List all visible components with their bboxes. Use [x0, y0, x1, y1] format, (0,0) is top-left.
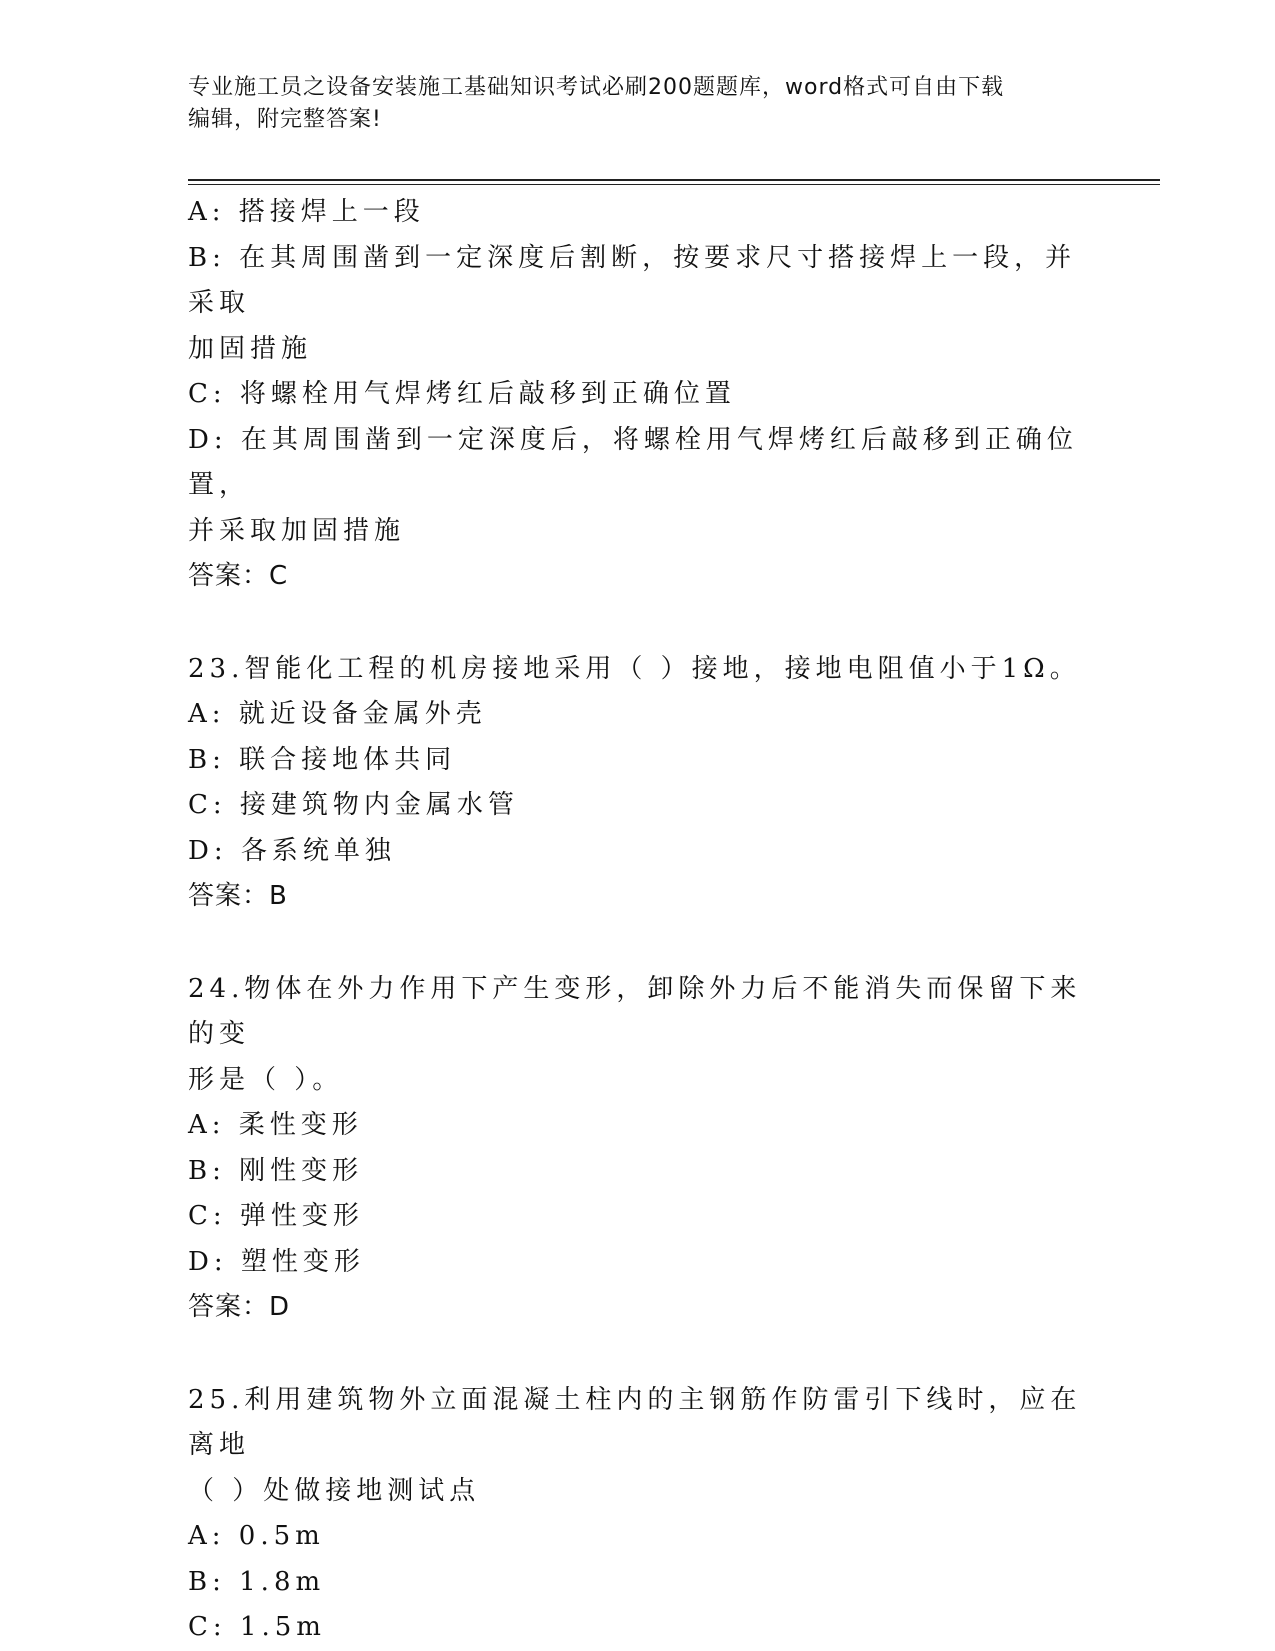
question-24: [188, 967, 1088, 1331]
header-divider: [188, 179, 1160, 181]
header-divider-secondary: [188, 184, 1160, 185]
option-d: D: 各系统单独: [188, 835, 396, 866]
question-stem-continued: （ ）处做接地测试点: [188, 1475, 481, 1506]
option-b: B: 在其周围凿到一定深度后割断，按要求尺寸搭接焊上一段，并采取: [188, 242, 1077, 318]
option-b: B: 刚性变形: [188, 1155, 364, 1186]
document-header: [188, 72, 1068, 136]
question-list: [188, 190, 1088, 1651]
option-d-continued: 并采取加固措施: [188, 515, 406, 546]
option-b-continued: 加固措施: [188, 333, 313, 364]
option-c: C: 1.5m: [188, 1612, 326, 1642]
option-c: C: 将螺栓用气焊烤红后敲移到正确位置: [188, 379, 736, 409]
option-a: A: 搭接焊上一段: [188, 197, 425, 227]
question-25: [188, 1378, 1088, 1651]
header-title-line-2: 编辑，附完整答案!: [188, 107, 382, 132]
option-a: A: 就近设备金属外壳: [188, 699, 487, 729]
question-stem-continued: 形是（ ）。: [188, 1064, 344, 1095]
option-a: A: 柔性变形: [188, 1110, 363, 1140]
option-c: C: 弹性变形: [188, 1201, 364, 1231]
question-23: [188, 647, 1088, 920]
question-22-continued: [188, 190, 1088, 600]
answer-line: 答案：B: [188, 881, 288, 911]
header-title-line-1: 专业施工员之设备安装施工基础知识考试必刷200题题库，word格式可自由下载: [188, 75, 1005, 100]
option-d: D: 塑性变形: [188, 1246, 365, 1277]
answer-line: 答案：C: [188, 561, 289, 591]
question-stem: 23.智能化工程的机房接地采用（ ）接地，接地电阻值小于1Ω。: [188, 653, 1081, 684]
option-a: A: 0.5m: [188, 1521, 325, 1551]
option-b: B: 1.8m: [188, 1566, 326, 1597]
option-c: C: 接建筑物内金属水管: [188, 790, 519, 820]
question-stem: 25.利用建筑物外立面混凝土柱内的主钢筋作防雷引下线时，应在离地: [188, 1384, 1082, 1460]
question-stem: 24.物体在外力作用下产生变形，卸除外力后不能消失而保留下来的变: [188, 973, 1082, 1049]
option-d: D: 在其周围凿到一定深度后，将螺栓用气焊烤红后敲移到正确位置，: [188, 424, 1078, 500]
answer-line: 答案：D: [188, 1292, 291, 1322]
option-b: B: 联合接地体共同: [188, 744, 457, 775]
